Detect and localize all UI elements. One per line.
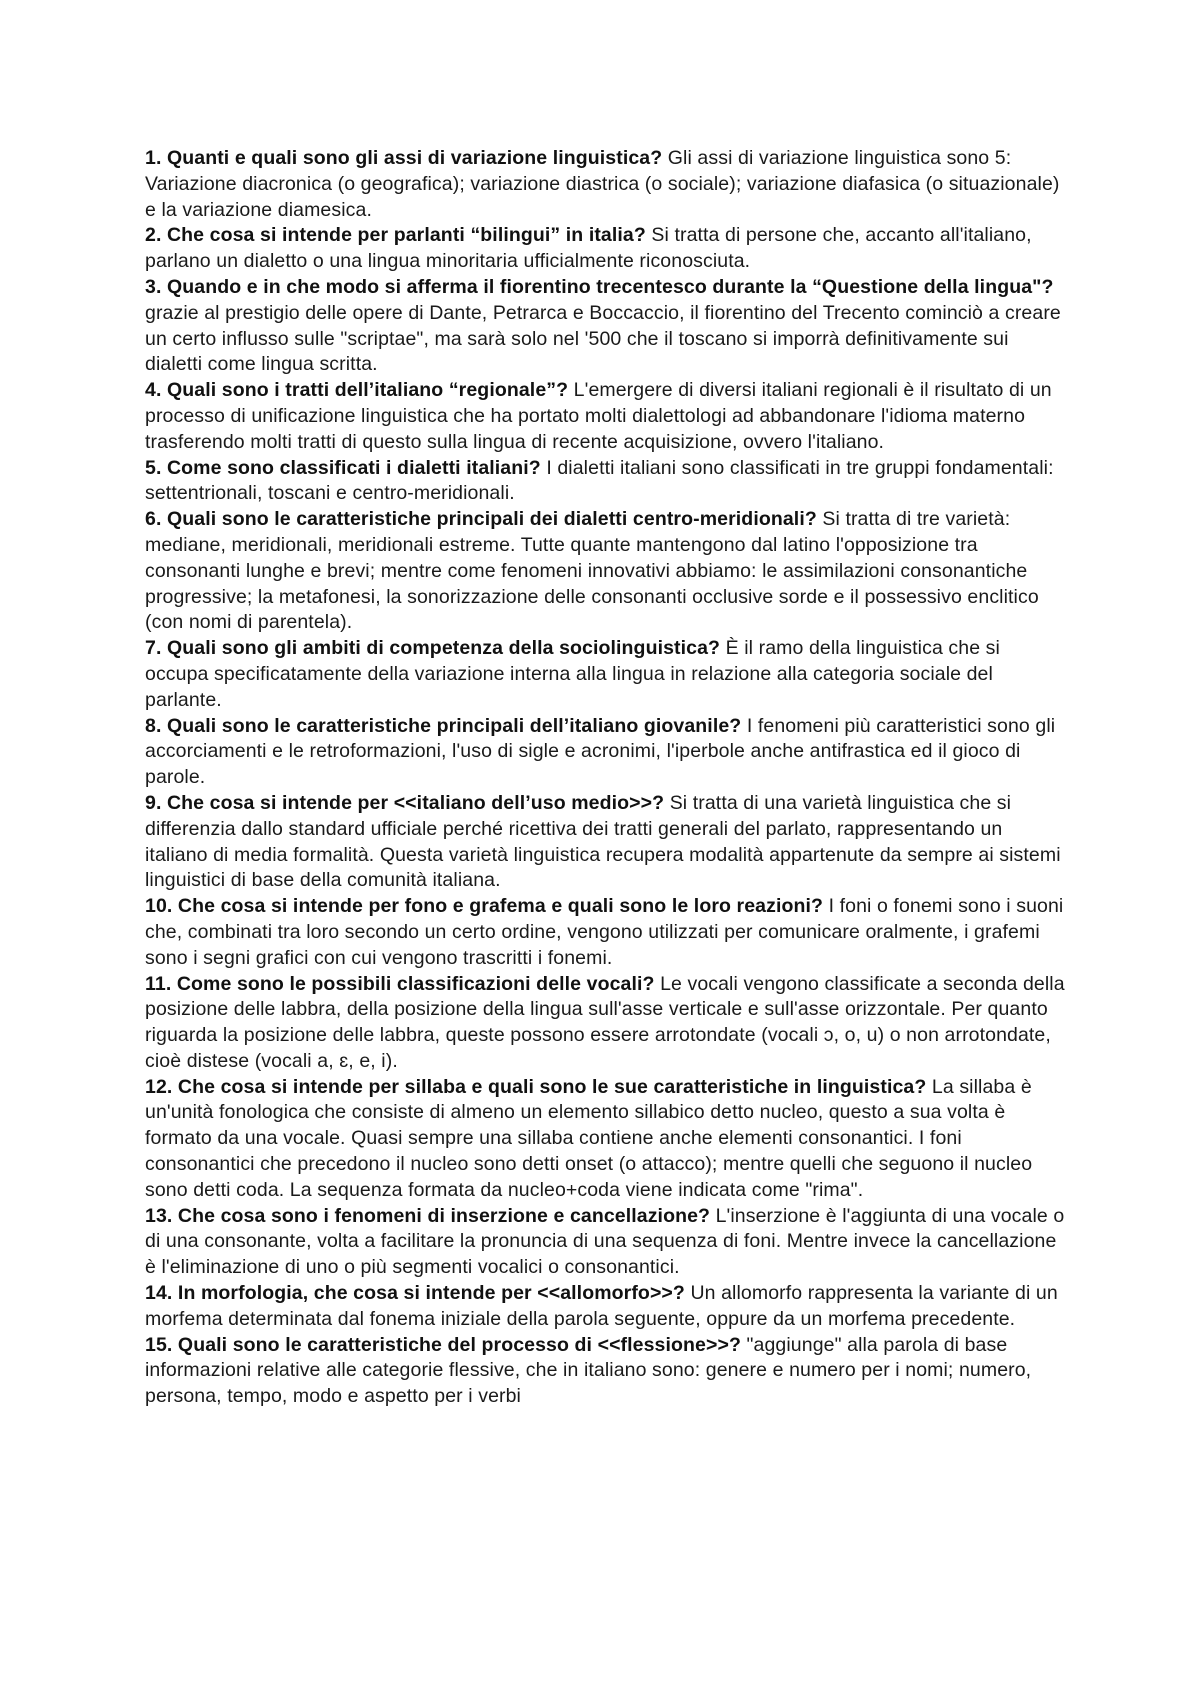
qa-item-10: [145, 894, 1067, 971]
qa-item-11: [145, 972, 1067, 1075]
question-13: 13. Che cosa sono i fenomeni di inserzione e cancellazione?: [145, 1204, 711, 1227]
answer-12: La sillaba è un'unità fonologica che consiste di almeno un elemento sillabico detto nucleo, questo a sua volta è formato da una vocale. Quasi sempre una sillaba contiene anche elementi consonantici. I foni consonantici che precedono il nucleo sono detti onset (o attacco); mentre quelli che seguono il nucleo sono detti coda. La sequenza formata da nucleo+coda viene indicata come "rima".: [145, 1075, 1033, 1201]
question-3: 3. Quando e in che modo si afferma il fiorentino trecentesco durante la “Questione della lingua"?: [145, 275, 1054, 298]
answer-15: "aggiunge" alla parola di base informazioni relative alle categorie flessive, che in italiano sono: genere e numero per i nomi; numero, persona, tempo, modo e aspetto per i verbi: [145, 1333, 1032, 1408]
question-8: 8. Quali sono le caratteristiche principali dell’italiano giovanile?: [145, 714, 742, 737]
qa-item-13: [145, 1204, 1067, 1281]
qa-item-2: [145, 223, 1067, 275]
question-14: 14. In morfologia, che cosa si intende per <<allomorfo>>?: [145, 1282, 685, 1305]
question-9: 9. Che cosa si intende per <<italiano dell’uso medio>>?: [145, 791, 665, 814]
answer-4: L'emergere di diversi italiani regionali è il risultato di un processo di unificazione linguistica che ha portato molti dialettologi ad abbandonare l'idioma materno trasferendo molti tratti di questo sulla lingua di recente acquisizione, ovvero l'italiano.: [145, 379, 1052, 453]
question-5: 5. Come sono classificati i dialetti italiani?: [145, 456, 541, 479]
answer-10: I foni o fonemi sono i suoni che, combinati tra loro secondo un certo ordine, vengono utilizzati per comunicare oralmente, i grafemi sono i segni grafici con cui vengono trascritti i fonemi.: [145, 895, 1064, 969]
qa-item-3: [145, 275, 1067, 378]
qa-item-14: [145, 1281, 1067, 1333]
qa-item-8: [145, 714, 1067, 791]
qa-item-5: [145, 456, 1067, 508]
question-10: 10. Che cosa si intende per fono e grafema e quali sono le loro reazioni?: [145, 895, 824, 918]
qa-item-9: [145, 791, 1067, 894]
answer-5: I dialetti italiani sono classificati in tre gruppi fondamentali: settentrionali, toscani e centro-meridionali.: [145, 456, 1054, 505]
answer-2-line-2: parlano un dialetto o una lingua minoritaria ufficialmente riconosciuta.: [145, 250, 751, 273]
qa-item-1: [145, 146, 1067, 223]
question-12: 12. Che cosa si intende per sillaba e quali sono le sue caratteristiche in linguistica?: [145, 1075, 927, 1098]
question-4: 4. Quali sono i tratti dell’italiano “regionale”?: [145, 379, 569, 402]
answer-13: L'inserzione è l'aggiunta di una vocale o di una consonante, volta a facilitare la pronuncia di una sequenza di foni. Mentre invece la cancellazione è l'eliminazione di uno o più segmenti vocalici o consonantici.: [145, 1204, 1065, 1279]
answer-11: Le vocali vengono classificate a seconda della posizione delle labbra, della posizione della lingua sull'asse verticale e sull'asse orizzontale. Per quanto riguarda la posizione delle labbra, queste possono essere arrotondate (vocali ɔ, o, u) o non arrotondate, cioè distese (vocali a, ɛ, e, i).: [145, 972, 1065, 1072]
question-1: 1. Quanti e quali sono gli assi di variazione linguistica?: [145, 147, 663, 169]
answer-7: È il ramo della linguistica che si occupa specificatamente della variazione interna alla lingua in relazione alla categoria sociale del parlante.: [145, 637, 1000, 711]
question-15: 15. Quali sono le caratteristiche del processo di <<flessione>>?: [145, 1333, 741, 1356]
answer-3: grazie al prestigio delle opere di Dante, Petrarca e Boccaccio, il fiorentino del Trecento cominciò a creare un certo influsso sulle "scriptae", ma sarà solo nel '500 che il toscano si imporrà definitivamente sui dialetti come lingua scritta.: [145, 301, 1061, 376]
answer-14: Un allomorfo rappresenta la variante di un morfema determinata dal fonema iniziale della parola seguente, oppure da un morfema precedente.: [145, 1282, 1058, 1330]
qa-item-15: [145, 1333, 1067, 1410]
qa-item-12: [145, 1075, 1067, 1204]
question-7: 7. Quali sono gli ambiti di competenza della sociolinguistica?: [145, 637, 721, 660]
answer-6: Si tratta di tre varietà: mediane, meridionali, meridionali estreme. Tutte quante mantengono dal latino l'opposizione tra consonanti lunghe e brevi; mentre come fenomeni innovativi abbiamo: le assimilazioni consonantiche progressive; la metafonesi, la sonorizzazione delle consonanti occlusive sorde e il possessivo enclitico (con nomi di parentela).: [145, 508, 1039, 634]
answer-1: Gli assi di variazione linguistica sono 5: Variazione diacronica (o geografica); variazione diastrica (o sociale); variazione diafasica (o situazionale) e la variazione diamesica.: [145, 147, 1060, 221]
question-6: 6. Quali sono le caratteristiche principali dei dialetti centro-meridionali?: [145, 508, 817, 531]
answer-9: Si tratta di una varietà linguistica che si differenzia dallo standard ufficiale perché ricettiva dei tratti generali del parlato, rappresentando un italiano di media formalità. Questa varietà linguistica recupera modalità appartenute da sempre ai sistemi linguistici di base della comunità italiana.: [145, 791, 1061, 892]
qa-item-6: [145, 507, 1067, 636]
qa-item-4: [145, 378, 1067, 455]
document-body: [145, 146, 1067, 1410]
answer-2: Si tratta di persone che, accanto all'italiano,: [651, 224, 1032, 247]
question-2: 2. Che cosa si intende per parlanti “bilingui” in italia?: [145, 224, 646, 247]
qa-item-7: [145, 636, 1067, 713]
answer-8: I fenomeni più caratteristici sono gli accorciamenti e le retroformazioni, l'uso di sigle e acronimi, l'iperbole anche antifrastica ed il gioco di parole.: [145, 714, 1056, 789]
question-11: 11. Come sono le possibili classificazioni delle vocali?: [145, 972, 655, 995]
